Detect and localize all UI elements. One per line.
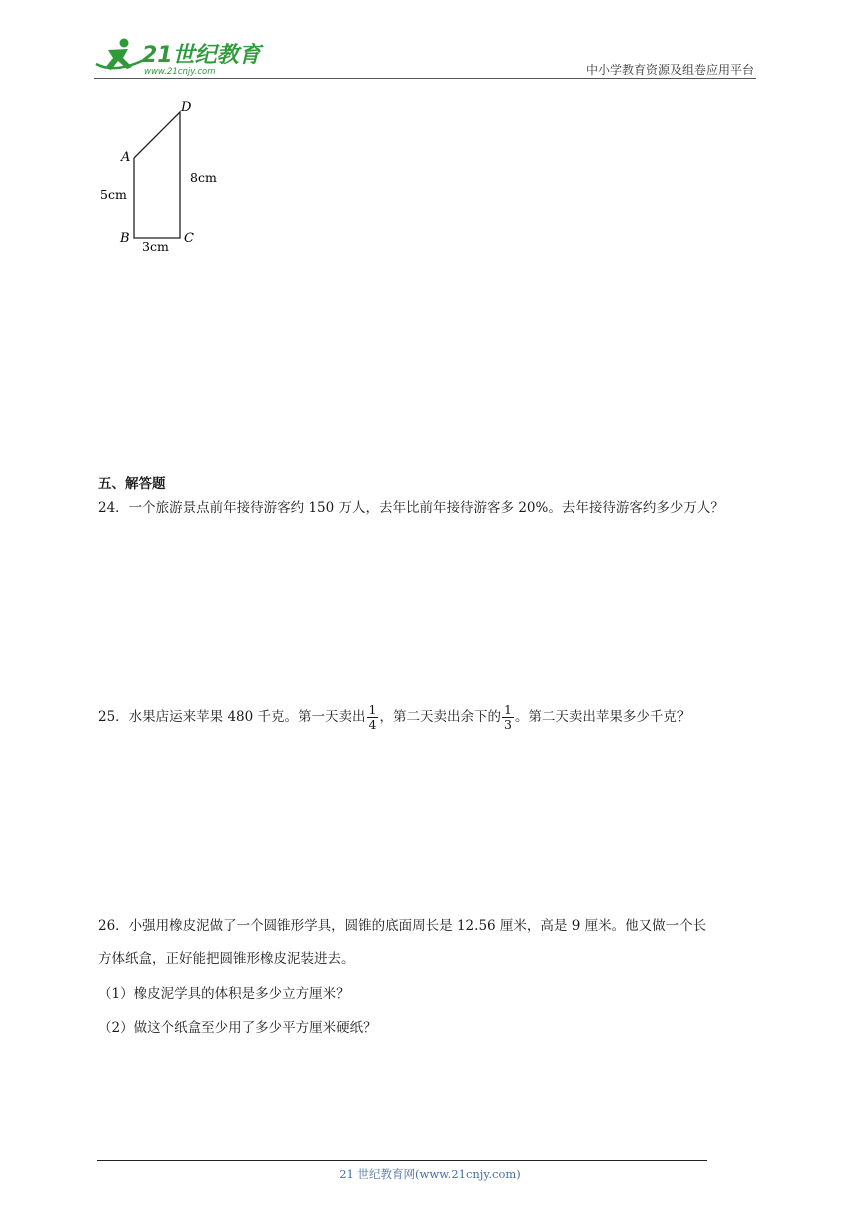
- q25-text-3: 。第二天卖出苹果多少千克？: [514, 709, 691, 725]
- fraction-denominator: 3: [503, 717, 512, 732]
- trapezoid-figure: [96, 98, 236, 263]
- side-cd-length: 8cm: [190, 170, 217, 185]
- question-24: 24．一个旅游景点前年接待游客约 150 万人，去年比前年接待游客多 20%。去年接待游客约多少万人？: [98, 500, 724, 516]
- trapezoid-outline: [134, 112, 180, 238]
- vertex-label-c: C: [184, 231, 194, 246]
- header-divider: [94, 78, 756, 79]
- q25-text-1: 25．水果店运来苹果 480 千克。第一天卖出: [98, 709, 366, 725]
- fraction-one-third: [502, 703, 514, 732]
- fraction-numerator: 1: [503, 702, 512, 717]
- site-logo: [94, 34, 264, 78]
- side-bc-length: 3cm: [142, 239, 169, 254]
- section-title: 五、解答题: [98, 476, 166, 492]
- fraction-one-quarter: [367, 703, 379, 732]
- side-ab-length: 5cm: [100, 187, 127, 202]
- footer-divider: [97, 1160, 707, 1161]
- q25-text-2: ，第二天卖出余下的: [379, 709, 501, 725]
- question-26-line-2: 方体纸盒，正好能把圆锥形橡皮泥装进去。: [98, 951, 355, 967]
- platform-text: 中小学教育资源及组卷应用平台: [585, 63, 754, 77]
- vertex-label-d: D: [181, 100, 192, 115]
- fraction-numerator: 1: [368, 702, 377, 717]
- vertex-label-a: A: [121, 150, 131, 165]
- fraction-denominator: 4: [368, 717, 377, 732]
- runner-icon: [96, 39, 144, 71]
- question-26-sub-1: （1）橡皮泥学具的体积是多少立方厘米？: [98, 986, 350, 1002]
- question-26-line-1: 26．小强用橡皮泥做了一个圆锥形学具，圆锥的底面周长是 12.56 厘米，高是 9 厘米。他又做一个长: [98, 918, 707, 934]
- vertex-label-b: B: [120, 231, 130, 246]
- question-26-sub-2: （2）做这个纸盒至少用了多少平方厘米硬纸？: [98, 1020, 377, 1036]
- logo-url: www.21cnjy.com: [144, 67, 216, 77]
- logo-text: 21世纪教育: [142, 43, 261, 68]
- footer-text: 21 世纪教育网(www.21cnjy.com): [339, 1167, 521, 1181]
- question-25: [98, 700, 690, 734]
